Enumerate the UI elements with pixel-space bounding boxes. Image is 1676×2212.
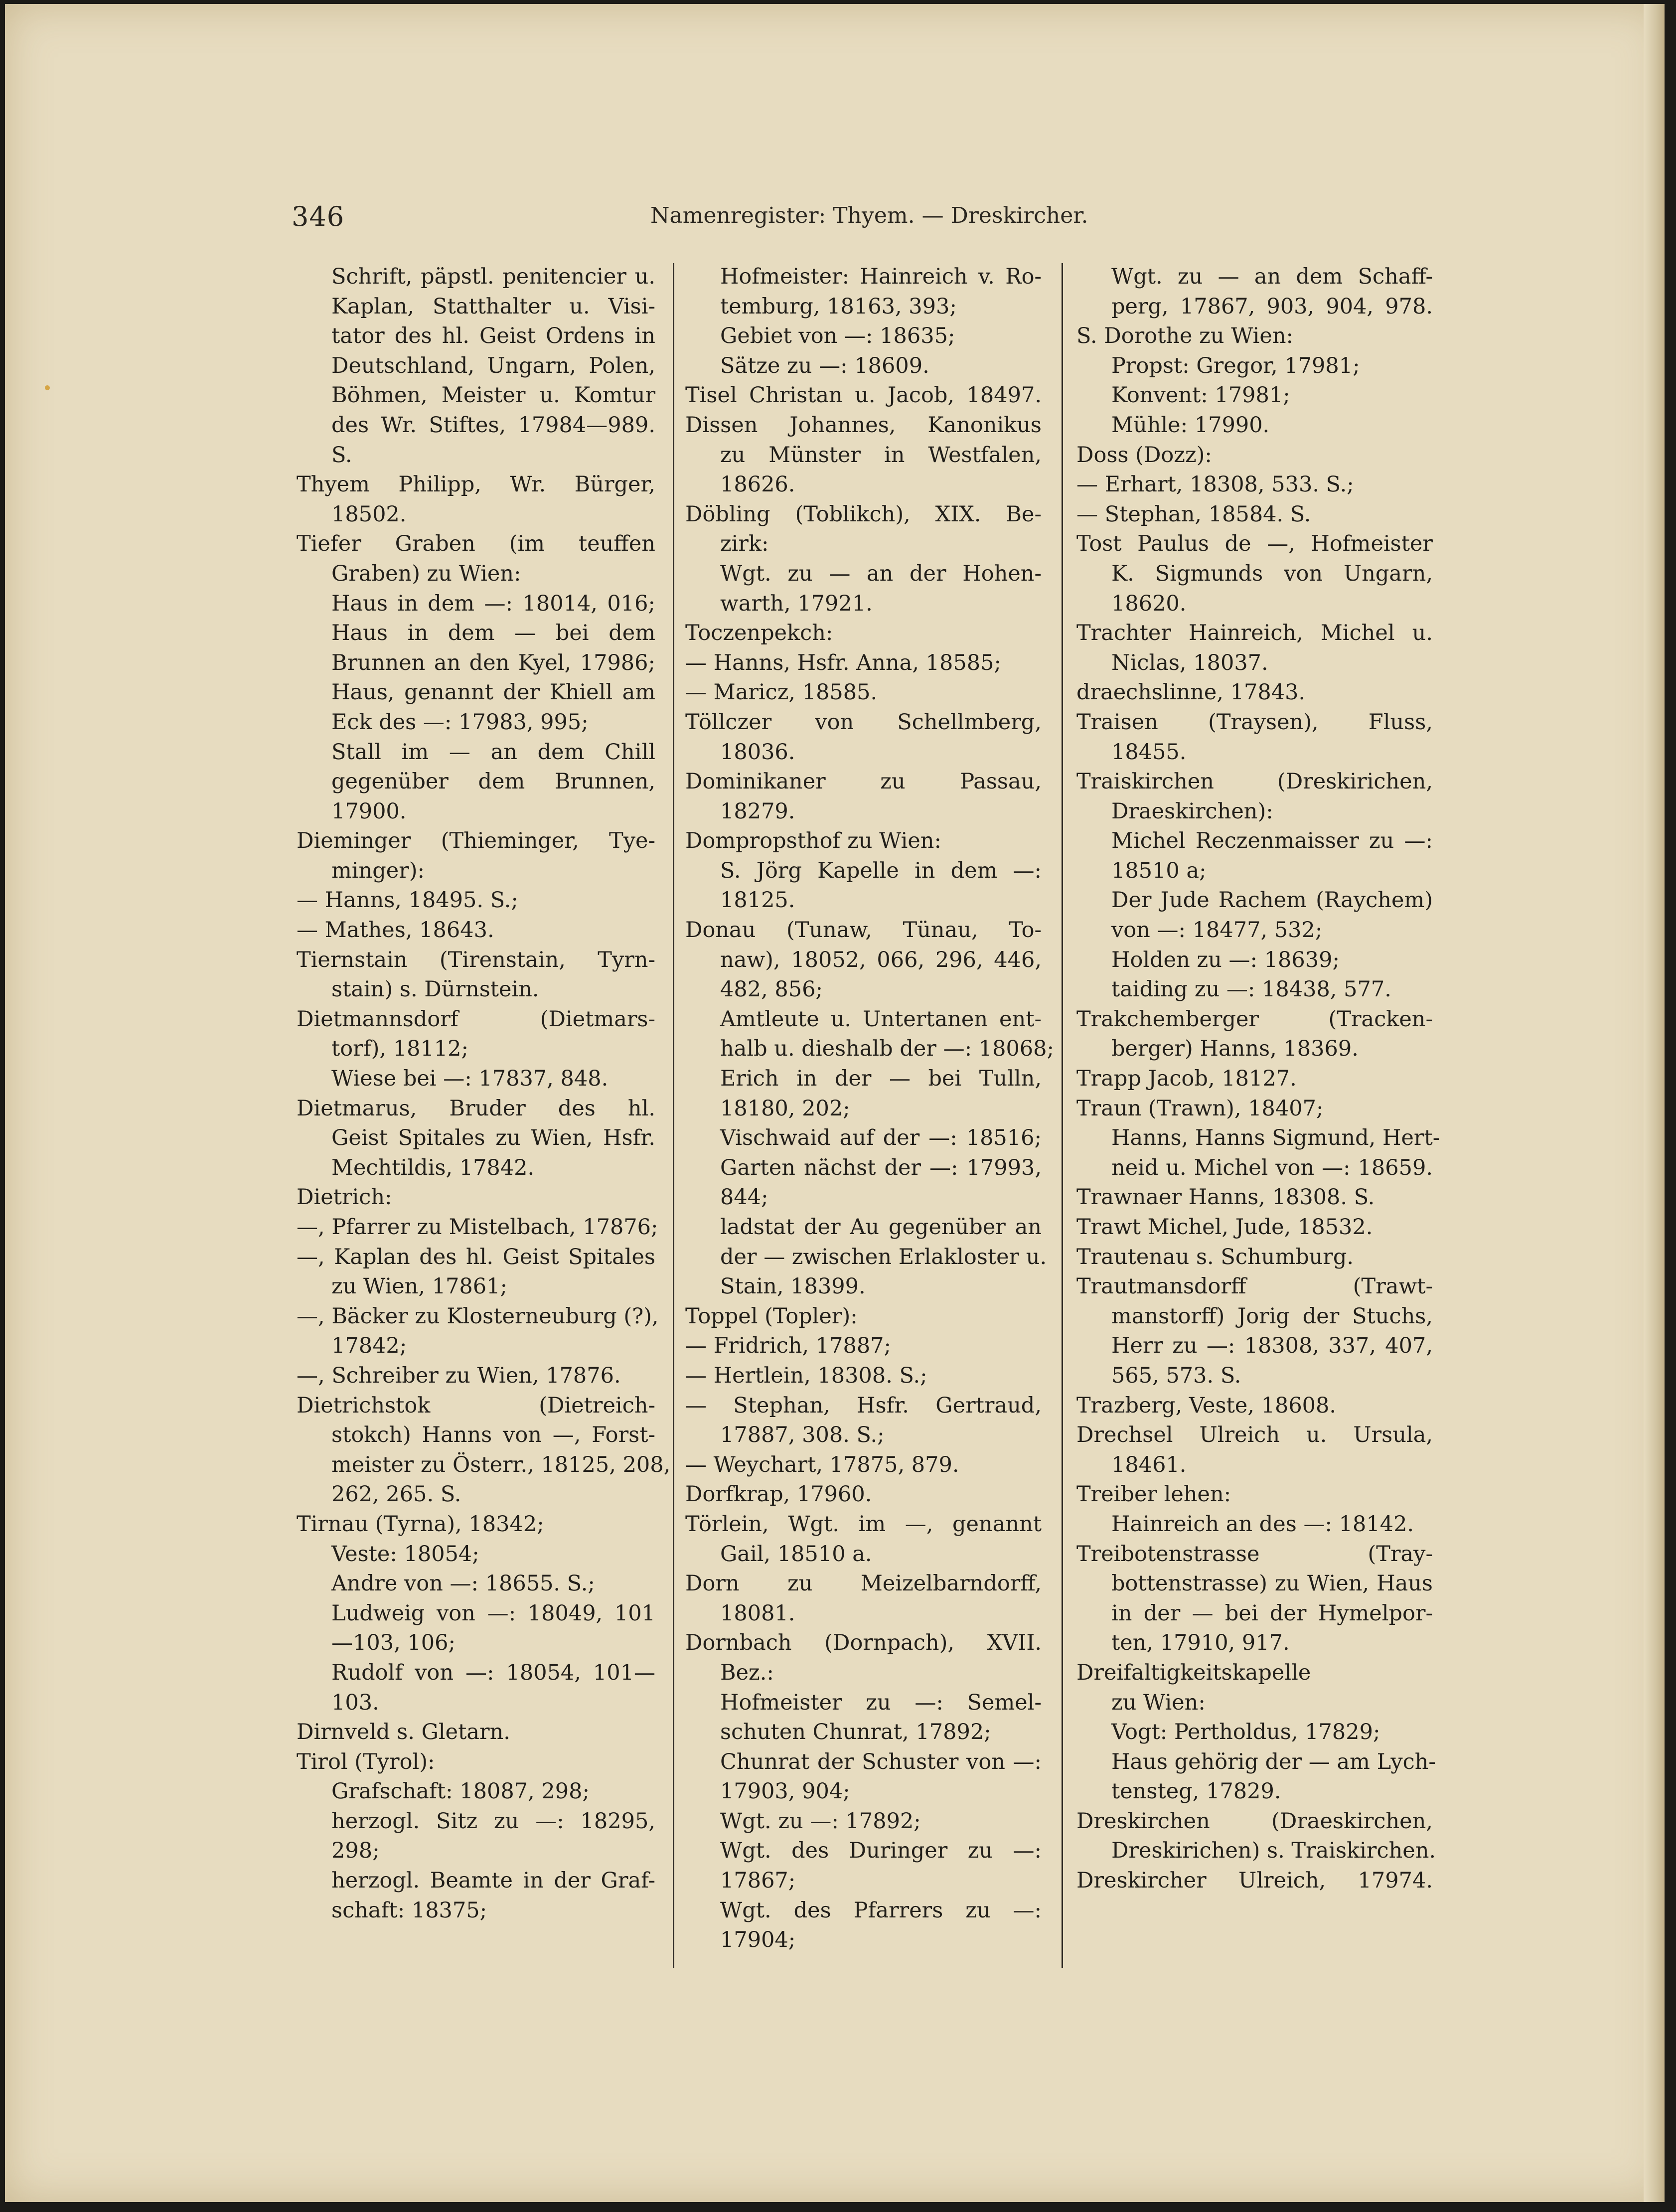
index-line: draechslinne, 17843. [1076,680,1306,705]
index-line: 18279. [720,798,795,824]
index-line: Trapp Jacob, 18127. [1076,1066,1297,1092]
index-line: Doss (Dozz): [1076,442,1212,468]
index-line: Veste: 18054; [331,1541,479,1567]
index-line: 262, 265. S. [331,1482,461,1507]
index-line: Dorn zu Meizelbarndorff, [685,1571,1042,1596]
index-line: 17867; [720,1868,796,1894]
index-line: Haus in dem —: 18014, 016; [331,591,655,616]
index-line: Wiese bei —: 17837, 848. [331,1066,609,1092]
index-line: Stain, 18399. [720,1274,866,1299]
index-line: Traiskirchen (Dreskirichen, [1076,769,1433,794]
index-line: zu Wien: [1111,1690,1206,1715]
index-line: Dreskirchen (Draeskirchen, [1076,1808,1433,1834]
index-line: manstorff) Jorig der Stuchs, [1111,1303,1433,1329]
index-line: Thyem Philipp, Wr. Bürger, [297,472,655,497]
index-line: Trawt Michel, Jude, 18532. [1076,1215,1373,1240]
index-line: Dreifaltigkeitskapelle [1076,1660,1311,1685]
index-line: Drechsel Ulreich u. Ursula, [1076,1422,1433,1448]
index-line: Dreskirichen) s. Traiskirchen. [1111,1838,1436,1864]
index-line: Gebiet von —: 18635; [720,323,955,349]
index-line: —, Schreiber zu Wien, 17876. [297,1363,621,1388]
index-line: Erich in der — bei Tulln, [720,1066,1042,1092]
index-line: — Stephan, Hsfr. Gertraud, [685,1393,1042,1418]
index-line: S. [331,442,352,468]
index-line: 18180, 202; [720,1096,850,1121]
index-line: Amtleute u. Untertanen ent- [720,1006,1042,1032]
index-line: Hofmeister: Hainreich v. Ro- [720,264,1042,289]
index-line: Traun (Trawn), 18407; [1076,1096,1324,1121]
index-line: torf), 18112; [331,1036,469,1062]
index-line: zirk: [720,531,769,557]
index-line: — Weychart, 17875, 879. [685,1452,959,1477]
column-divider-1 [673,263,674,1968]
index-line: 844; [720,1185,768,1210]
index-line: Gail, 18510 a. [720,1541,872,1567]
index-line: — Maricz, 18585. [685,680,878,705]
index-line: Wgt. des Pfarrers zu —: [720,1897,1042,1923]
index-line: gegenüber dem Brunnen, [331,769,655,794]
index-line: Graben) zu Wien: [331,561,521,586]
index-line: Vischwaid auf der —: 18516; [720,1125,1042,1151]
index-line: Haus in dem — bei dem [331,621,655,646]
index-line: Dissen Johannes, Kanonikus [685,412,1042,438]
index-line: taiding zu —: 18438, 577. [1111,977,1391,1002]
index-line: Garten nächst der —: 17993, [720,1155,1042,1180]
index-line: Hanns, Hanns Sigmund, Hert- [1111,1125,1440,1151]
index-line: Bez.: [720,1660,774,1685]
index-line: Dietmannsdorf (Dietmars- [297,1006,655,1032]
index-line: bottenstrasse) zu Wien, Haus [1111,1571,1433,1596]
index-line: 565, 573. S. [1111,1363,1241,1388]
index-line: 18455. [1111,739,1187,765]
index-line: Wgt. zu — an dem Schaff- [1111,264,1433,289]
index-line: schuten Chunrat, 17892; [720,1720,991,1745]
index-line: Wgt. zu — an der Hohen- [720,561,1042,586]
index-line: Töllczer von Schellmberg, [685,709,1042,735]
index-line: 18081. [720,1600,795,1626]
index-line: Trautmansdorff (Trawt- [1076,1274,1433,1299]
index-line: ten, 17910, 917. [1111,1630,1290,1656]
index-line: Tisel Christan u. Jacob, 18497. [685,383,1042,408]
paper-speck [45,385,50,390]
index-line: naw), 18052, 066, 296, 446, [720,947,1042,972]
index-line: —, Kaplan des hl. Geist Spitales [297,1244,655,1269]
index-line: zu Münster in Westfalen, [720,442,1042,468]
index-line: Mechtildis, 17842. [331,1155,535,1180]
index-line: Treiber lehen: [1076,1482,1231,1507]
index-line: Tiernstain (Tirenstain, Tyrn- [297,947,655,972]
index-line: Wgt. zu —: 17892; [720,1808,921,1834]
index-line: 482, 856; [720,977,823,1002]
page-edge [1644,4,1665,2202]
index-line: 298; [331,1838,380,1864]
index-line: Ludweig von —: 18049, 101 [331,1600,655,1626]
index-line: 18125. [720,888,795,913]
index-line: Hofmeister zu —: Semel- [720,1690,1042,1715]
index-line: tator des hl. Geist Ordens in [331,323,655,349]
index-line: des Wr. Stiftes, 17984—989. [331,412,655,438]
index-line: ladstat der Au gegenüber an [720,1215,1042,1240]
index-line: Dietrichstok (Dietreich- [297,1393,655,1418]
index-line: Haus gehörig der — am Lych- [1111,1749,1436,1774]
index-column-3 [1076,262,1440,1896]
index-line: Törlein, Wgt. im —, genannt [685,1511,1042,1537]
index-line: 18502. [331,501,407,527]
index-line: Hainreich an des —: 18142. [1111,1511,1414,1537]
index-line: K. Sigmunds von Ungarn, [1111,561,1433,586]
index-line: Böhmen, Meister u. Komtur [331,383,655,408]
index-line: schaft: 18375; [331,1897,487,1923]
column-divider-2 [1062,263,1063,1968]
index-line: warth, 17921. [720,591,873,616]
index-line: —, Pfarrer zu Mistelbach, 17876; [297,1215,658,1240]
index-line: Geist Spitales zu Wien, Hsfr. [331,1125,655,1151]
index-line: Mühle: 17990. [1111,412,1270,438]
index-line: Dominikaner zu Passau, [685,769,1042,794]
index-line: berger) Hanns, 18369. [1111,1036,1359,1062]
index-line: Trakchemberger (Tracken- [1076,1006,1433,1032]
index-line: 18510 a; [1111,858,1207,883]
index-line: Döbling (Toblikch), XIX. Be- [685,501,1042,527]
index-line: 17904; [720,1927,796,1953]
index-line: Kaplan, Statthalter u. Visi- [331,294,655,319]
index-line: Propst: Gregor, 17981; [1111,353,1360,378]
index-line: temburg, 18163, 393; [720,294,957,319]
index-line: Schrift, päpstl. penitencier u. [331,264,655,289]
index-line: Dirnveld s. Gletarn. [297,1720,510,1745]
index-line: Vogt: Pertholdus, 17829; [1111,1720,1380,1745]
page-number: 346 [292,201,345,232]
index-line: stokch) Hanns von —, Forst- [331,1422,655,1448]
running-title: Namenregister: Thyem. — Dreskircher. [650,203,1088,228]
index-line: minger): [331,858,425,883]
index-line: 18036. [720,739,795,765]
index-line: herzogl. Sitz zu —: 18295, [331,1808,655,1834]
index-line: Herr zu —: 18308, 337, 407, [1111,1333,1433,1359]
index-line: — Hanns, Hsfr. Anna, 18585; [685,650,1001,675]
index-line: Michel Reczenmaisser zu —: [1111,828,1433,854]
index-line: Chunrat der Schuster von —: [720,1749,1042,1774]
index-line: der — zwischen Erlakloster u. [720,1244,1047,1269]
index-line: — Hanns, 18495. S.; [297,888,518,913]
index-line: meister zu Österr., 18125, 208, [331,1452,671,1477]
index-line: Tost Paulus de —, Hofmeister [1076,531,1433,557]
index-line: tensteg, 17829. [1111,1779,1281,1804]
index-line: herzogl. Beamte in der Graf- [331,1868,655,1894]
index-line: Grafschaft: 18087, 298; [331,1779,590,1804]
index-line: Donau (Tunaw, Tünau, To- [685,918,1042,943]
index-line: Eck des —: 17983, 995; [331,709,589,735]
index-line: Tirnau (Tyrna), 18342; [297,1511,544,1537]
index-line: Wgt. des Duringer zu —: [720,1838,1042,1864]
index-line: Dreskircher Ulreich, 17974. [1076,1868,1433,1894]
index-line: Traisen (Traysen), Fluss, [1076,709,1433,735]
index-line: halb u. dieshalb der —: 18068; [720,1036,1055,1062]
index-line: Haus, genannt der Khiell am [331,680,655,705]
index-line: Dieminger (Thieminger, Tye- [297,828,655,854]
index-line: Deutschland, Ungarn, Polen, [331,353,655,378]
index-line: Treibotenstrasse (Tray- [1076,1541,1433,1567]
index-line: — Mathes, 18643. [297,918,494,943]
index-line: Der Jude Rachem (Raychem) [1111,888,1433,913]
index-line: Dompropsthof zu Wien: [685,828,941,854]
index-line: Rudolf von —: 18054, 101— [331,1660,655,1685]
index-line: — Erhart, 18308, 533. S.; [1076,472,1354,497]
index-line: S. Dorothe zu Wien: [1076,323,1293,349]
index-line: Draeskirchen): [1111,798,1273,824]
index-line: Dietmarus, Bruder des hl. [297,1096,655,1121]
index-line: Holden zu —: 18639; [1111,947,1340,972]
index-line: Trawnaer Hanns, 18308. S. [1076,1185,1375,1210]
index-line: Dornbach (Dornpach), XVII. [685,1630,1042,1656]
index-line: in der — bei der Hymelpor- [1111,1600,1433,1626]
index-line: Dorfkrap, 17960. [685,1482,872,1507]
index-line: 17903, 904; [720,1779,850,1804]
index-column-1 [297,262,671,1925]
index-line: — Stephan, 18584. S. [1076,501,1311,527]
index-line: S. Jörg Kapelle in dem —: [720,858,1042,883]
index-line: Trachter Hainreich, Michel u. [1076,621,1433,646]
index-line: 103. [331,1690,379,1715]
index-line: —, Bäcker zu Klosterneuburg (?), [297,1303,659,1329]
index-line: Stall im — an dem Chill [331,739,655,765]
index-line: Sätze zu —: 18609. [720,353,929,378]
index-line: Brunnen an den Kyel, 17986; [331,650,655,675]
index-line: Konvent: 17981; [1111,383,1290,408]
page-header [292,201,1570,236]
index-line: 18620. [1111,591,1187,616]
index-line: perg, 17867, 903, 904, 978. [1111,294,1433,319]
book-page [5,4,1665,2202]
index-line: —103, 106; [331,1630,456,1656]
index-line: 18626. [720,472,795,497]
index-line: Niclas, 18037. [1111,650,1268,675]
index-line: stain) s. Dürnstein. [331,977,539,1002]
index-line: — Fridrich, 17887; [685,1333,892,1359]
index-line: von —: 18477, 532; [1111,918,1323,943]
index-line: Dietrich: [297,1185,392,1210]
index-line: Tiefer Graben (im teuffen [297,531,655,557]
index-line: neid u. Michel von —: 18659. [1111,1155,1433,1180]
index-column-2 [685,262,1055,1955]
index-line: Toczenpekch: [685,621,833,646]
index-line: — Hertlein, 18308. S.; [685,1363,927,1388]
index-line: zu Wien, 17861; [331,1274,507,1299]
index-line: Trautenau s. Schumburg. [1076,1244,1354,1269]
index-line: 17900. [331,798,407,824]
index-line: Toppel (Topler): [685,1303,858,1329]
index-line: 18461. [1111,1452,1187,1477]
index-line: Tirol (Tyrol): [297,1749,435,1774]
index-line: 17842; [331,1333,407,1359]
index-line: Trazberg, Veste, 18608. [1076,1393,1337,1418]
index-line: 17887, 308. S.; [720,1422,885,1448]
index-line: Andre von —: 18655. S.; [331,1571,595,1596]
